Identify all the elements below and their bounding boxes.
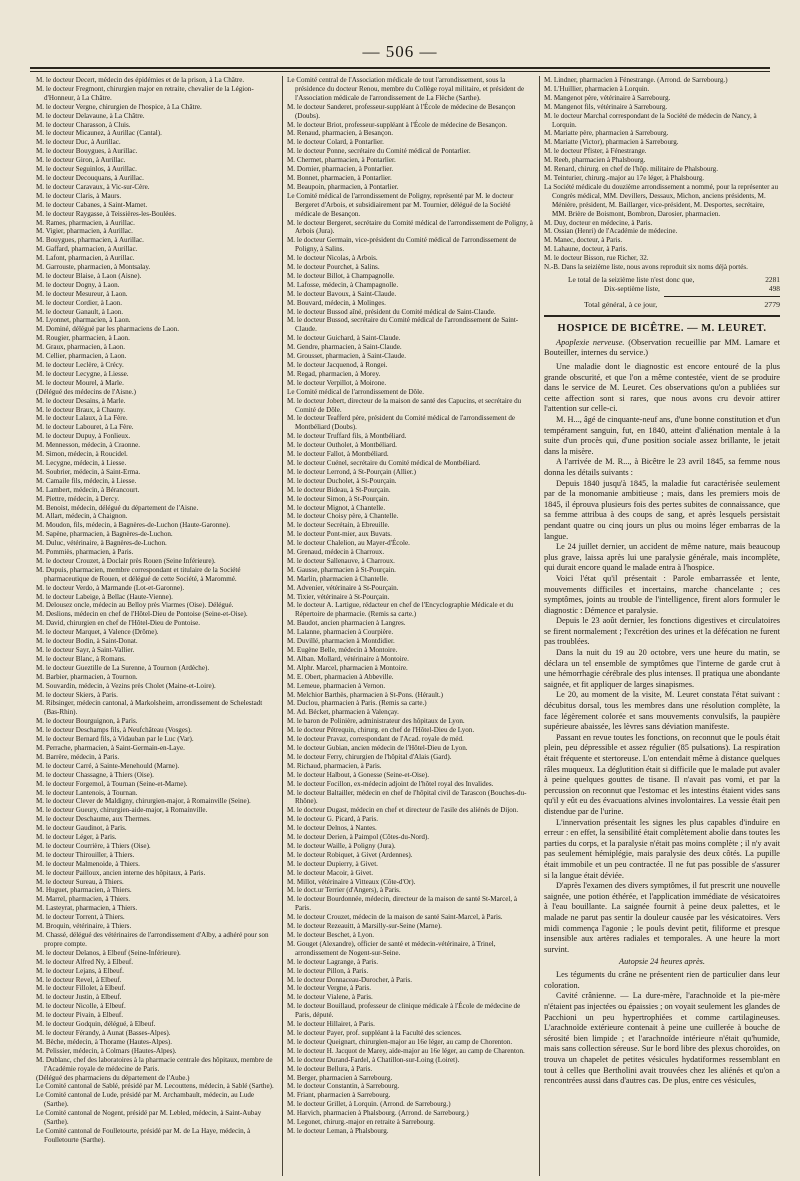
- list-item: M. Mangenot fils, vétérinaire à Sarrebourg.: [544, 102, 668, 111]
- column-middle-member-list: [287, 76, 533, 1176]
- list-item: M. Perrache, pharmacien, à Saint-Germain-en-Laye.: [36, 743, 185, 752]
- list-item: M. le docteur Decouquans, à Aurillac.: [36, 173, 144, 182]
- list-item: M. le docteur Thirouiller, à Thiers.: [36, 850, 135, 859]
- list-item: (Délégué des pharmaciens du département de l'Aube.): [36, 1073, 190, 1082]
- list-item: M. le docteur Pourchet, à Salins.: [287, 263, 380, 272]
- totals-row: [544, 275, 780, 285]
- list-item: M. le docteur Caravaux, à Vic-sur-Cère.: [36, 182, 150, 191]
- list-item: Le Comité central de l'Association médicale de tout l'arrondissement, sous la présidence du docteur Renou, membre du Collège royal militaire, et président de l'Association médicale de l'arrondissement de La Flèche (Sarthe).: [287, 76, 525, 102]
- list-item: M. Friant, pharmacien à Sarrebourg.: [287, 1091, 391, 1100]
- page-header: [30, 40, 770, 68]
- list-item: M. le docteur Crouzet, médecin de la maison de santé Saint-Marcel, à Paris.: [287, 913, 503, 922]
- totals-label: Le total de la seizième liste n'est donc que,: [568, 274, 695, 284]
- list-item: M. le docteur Pravaz, correspondant de l'Acad. royale de méd.: [287, 735, 464, 744]
- list-item: M. le docteur Rezeauitt, à Marsilly-sur-Seine (Marne).: [287, 922, 442, 931]
- list-item: M. le docteur Alfred Ny, à Elbeuf.: [36, 957, 134, 966]
- list-item: M. le docteur Bouygues, à Aurillac.: [36, 147, 138, 156]
- list-item: M. le docteur Cabanes, à Saint-Mamet.: [36, 200, 148, 209]
- column-separator: [282, 76, 283, 1176]
- list-item: M. Alban. Mollard, vétérinaire à Montoire.: [287, 654, 409, 663]
- autopsy-heading: Autopsie 24 heures après.: [619, 957, 705, 967]
- totals-final-value: 2779: [764, 299, 780, 309]
- list-item: M. le docteur Hillairet, à Paris.: [287, 1020, 375, 1029]
- list-item: M. le docteur Godquin, délégué, à Elbeuf.: [36, 1020, 156, 1029]
- list-item: M. Tixier, vétérinaire à St-Pourçain.: [287, 592, 390, 601]
- list-item: M. le docteur Sallenauve, à Charroux.: [287, 556, 395, 565]
- list-item: M. Delousez oncle, médecin au Belloy près Viarmes (Oise). Délégué.: [36, 601, 234, 610]
- header-rule-thick: [30, 67, 770, 69]
- list-item: M. le docteur Gueury, chirurgien-aide-major, à Romainville.: [36, 806, 208, 815]
- list-item: M. le docteur Ferry, chirurgien de l'hôpital d'Alais (Gard).: [287, 752, 452, 761]
- list-item: M. le docteur Marchal correspondant de la Société de médecin de Nancy, à Lorquin.: [544, 111, 757, 129]
- list-item: M. Lalanne, pharmacien à Courpière.: [287, 628, 394, 637]
- list-item: M. Duluc, vétérinaire, à Bagnères-de-Luchon.: [36, 539, 167, 548]
- article-paragraph: Dans la nuit du 19 au 20 octobre, vers une heure du matin, se déclara un tel ensemble de symptômes que l'interne de garde crut à une hémorrhagie cérébrale des plus intenses. Il pratiqua une abondante saignée, et fit appliquer de larges sinapismes.: [544, 648, 780, 689]
- list-item: M. Pelissier, médecin, à Colmars (Hautes-Alpes).: [36, 1046, 177, 1055]
- list-item: M. Lecygne, médecin, à Liesse.: [36, 458, 127, 467]
- list-item: M. Gaffard, pharmacien, à Aurillac.: [36, 245, 138, 254]
- list-item: M. le docteur Seguinlos, à Aurillac.: [36, 165, 137, 174]
- list-item: M. Ad. Bécket, pharmacien à Valençay.: [287, 708, 399, 717]
- list-item: M. le docteur Skiers, à Paris.: [36, 690, 118, 699]
- list-item: M. Beaupoin, pharmacien, à Pontarlier.: [287, 182, 399, 191]
- list-item: M. le docteur Blanc, à Romans.: [36, 654, 126, 663]
- list-item: M. Advenier, vétérinaire à St-Pourçain.: [287, 583, 399, 592]
- article-paragraph: Depuis 1840 jusqu'à 1845, la maladie fut caractérisée seulement par de la monomanie ambitieuse ; mais, dans les premiers mois de 1845, il éprouva plusieurs fois des pertes subites de connaissance, que sa femme attribua à des coups de sang, et après lesquels persistait pendant quatre ou cinq jours un plus ou moins léger embarras de la langue.: [544, 478, 780, 541]
- list-item: M. le docteur Pillon, à Paris.: [287, 966, 369, 975]
- article-paragraph: Le 24 juillet dernier, un accident de même nature, mais beaucoup plus grave, laissa après lui une paralysie générale, mais incomplète, qui durait encore quand le malade entra à l'hospice.: [544, 542, 780, 573]
- list-item: M. le docteur Delanos, à Elbeuf (Seine-Inférieure).: [36, 948, 181, 957]
- list-item: M. Richaud, pharmacien, à Paris.: [287, 761, 382, 770]
- list-item: M. Duy, docteur en médecine, à Paris.: [544, 218, 653, 227]
- list-item: M. le docteur Crouzet, à Doclair près Rouen (Seine Inférieure).: [36, 556, 216, 565]
- list-item: M. le docteur Bouillaud, professeur de clinique médicale à l'École de médecine de Paris, député.: [287, 1002, 521, 1020]
- list-item: M. le docteur Truffard fils, à Montbéliard.: [287, 432, 407, 441]
- list-item: M. le docteur Lejans, à Elbeuf.: [36, 966, 124, 975]
- list-item: M. le docteur Deschamps fils, à Neufchâteau (Vosges).: [36, 726, 192, 735]
- list-item: M. le docteur Chalelion, au Mayer-d'École.: [287, 539, 410, 548]
- list-item: M. le docteur Pont-mier, aux Buvats.: [287, 530, 392, 539]
- list-item: M. Millot, vétérinaire à Vitteaux (Côte-d'Or).: [287, 877, 416, 886]
- list-item: M. le docteur Mourel, à Marle.: [36, 378, 124, 387]
- list-item: M. le docteur Jobert, directeur de la maison de santé des Capucins, et secrétaire du Comité de Dôle.: [287, 396, 522, 414]
- list-item: M. le docteur Bernard fils, à Vidauban par le Luc (Var).: [36, 735, 194, 744]
- article-title: HOSPICE DE BICÊTRE. — M. LEURET.: [557, 322, 767, 334]
- header-rule-thin: [30, 71, 770, 72]
- list-item: M. Bonnet, pharmacien, à Pontarlier.: [287, 173, 392, 182]
- list-item: M. Pommiès, pharmacien, à Paris.: [36, 548, 134, 557]
- list-item: M. le docteur Focillon, ex-médecin adjoint de l'hôtel royal des Invalides.: [287, 779, 494, 788]
- list-item: M. le docteur Gaudinot, à Paris.: [36, 824, 127, 833]
- list-item: M. Bouvard, médecin, à Molinges.: [287, 298, 386, 307]
- list-item: M. le docteur Dugast, médecin en chef et directeur de l'asile des aliénés de Dijon.: [287, 806, 519, 815]
- totals-block: [544, 275, 780, 310]
- list-item: M. Regad, pharmacien, à Morey.: [287, 369, 381, 378]
- article-paragraph: Passant en revue toutes les fonctions, on reconnut que le pouls était plein, peu dépressible et assez régulier (85 pulsations). La respiration était fréquente et stertoreuse. L'on entendait même à distance quelques râles muqueux. La déglutition était si difficile que le malade put avaler à peine quelques gouttes de tisane. Il n'avait pas vomi, et par la percussion on reconnut que l'estomac et les intestins étaient vides sans qu'il y eût eu des évacuations alvines involontaires. La vessie était pen distendue par de l'urine.: [544, 732, 780, 816]
- list-item: M. le docteur Choisy père, à Chantelle.: [287, 512, 399, 521]
- list-item: M. Benoist, médecin, délégué du département de l'Aisne.: [36, 503, 199, 512]
- list-item: M. L'Huillier, pharmacien à Lorquin.: [544, 84, 650, 93]
- list-item: M. Mangenot père, vétérinaire à Sarrebourg.: [544, 93, 671, 102]
- list-item: M. Moudon, fils, médecin, à Bagnères-de-Luchon (Haute-Garonne).: [36, 521, 231, 530]
- list-item: M. le docteur Bavoux, à Saint-Claude.: [287, 289, 397, 298]
- list-item: M. Renard, chirurg. en chef de l'hôp. militaire de Phalsbourg.: [544, 165, 718, 174]
- list-item: M. Grousset, pharmacien, à Saint-Claude.: [287, 352, 406, 361]
- list-item: M. Bèche, médecin, à Thorame (Hautes-Alpes).: [36, 1037, 172, 1046]
- list-item: M. le baron de Polinière, administrateur des hôpitaux de Lyon.: [287, 717, 465, 726]
- list-item: M. le docteur Bergeret, secrétaire du Comité médical de l'arrondissement de Poligny, à Arbois (Jura).: [287, 218, 533, 236]
- list-item: M. le docteur Sayr, à Saint-Vallier.: [36, 646, 135, 654]
- list-item: M. Lasteyrat, pharmacien, à Thiers.: [36, 904, 138, 913]
- list-item: M. le docteur Ganault, à Laon.: [36, 307, 124, 316]
- list-item: M. Ribsinger, médecin cantonal, à Markolsheim, arrondissement de Schelestadt (Bas-Rhin).: [36, 699, 263, 717]
- list-item: M. le docteur Justin, à Elbeuf.: [36, 993, 122, 1002]
- list-item: M. le docteur Dogny, à Laon.: [36, 280, 120, 289]
- list-item: M. Deslions, médecin en chef de l'Hôtel-Dieu de Pontoise (Seine-et-Oise).: [36, 610, 248, 619]
- list-item: M. le docteur Decert, médecin des épidémies et de la prison, à La Châtre.: [36, 76, 245, 84]
- list-item: Le Comité médical de l'arrondissement de Dôle.: [287, 387, 425, 396]
- list-item: M. le docteur Lagrange, à Paris.: [287, 957, 379, 966]
- list-item: N.-B. Dans la seizième liste, nous avons reproduit six noms déjà portés.: [544, 263, 748, 272]
- list-item: M. Piettre, médecin, à Dercy.: [36, 494, 120, 503]
- list-item: M. le docteur Secrétain, à Ebreuille.: [287, 521, 390, 530]
- list-item: M. Lyonnet, pharmacien, à Laon.: [36, 316, 131, 325]
- list-item: M. le docteur Cordier, à Laon.: [36, 298, 122, 307]
- list-item: Le Comité cantonal de Foulletourte, présidé par M. de La Haye, médecin, à Foulletourte (Sarthe).: [36, 1126, 251, 1144]
- article-body: [544, 362, 780, 955]
- totals-final-label: Total général, à ce jour,: [584, 299, 658, 309]
- list-item: M. le docteur Dupierry, à Givet.: [287, 859, 378, 868]
- list-item: M. le docteur Delnos, à Nantes.: [287, 824, 377, 833]
- list-item: M. le docteur Leman, à Phalsbourg.: [287, 1126, 389, 1135]
- list-item: M. Mariatte (Victor), pharmacien à Sarrebourg.: [544, 138, 679, 147]
- list-item: M. E. Obert, pharmacien à Abbeville.: [287, 672, 394, 681]
- list-item: M. le docteur Mignot, à Chantelle.: [287, 503, 386, 512]
- article-paragraph: Voici l'état qu'il présentait : Parole embarrassée et lente, mouvements difficiles et incertains, marche chancelante ; ces symptômes, joints au trouble de l'intelligence, firent alors formuler le diagnostic : Démence et paralysie.: [544, 573, 780, 615]
- list-item: M. Lambert, médecin, à Bérancourt.: [36, 485, 140, 494]
- list-item: M. le docteur Cuénel, secrétaire du Comité médical de Montbéliard.: [287, 458, 481, 467]
- article-paragraph: Les téguments du crâne ne présentent rien de particulier dans leur coloration.: [544, 970, 780, 990]
- totals-row: [544, 284, 780, 294]
- list-item: Le Comité cantonal de Nogent, présidé par M. Lebled, médecin, à Saint-Aubay (Sarthe).: [36, 1109, 262, 1127]
- list-item: M. le docteur Macoir, à Givet.: [287, 868, 373, 877]
- list-item: M. Vigier, pharmacien, à Aurillac.: [36, 227, 133, 236]
- list-item: M. Lindner, pharmacien à Fénestrange. (Arrond. de Sarrebourg.): [544, 76, 728, 84]
- list-item: M. Marrel, pharmacien, à Thiers.: [36, 895, 131, 904]
- list-item: M. Mariatte père, pharmacien à Sarrebourg.: [544, 129, 669, 138]
- list-item: M. le docteur Outholet, à Montbéliard.: [287, 441, 397, 450]
- list-item: M. le docteur Chassagne, à Thiers (Oise).: [36, 770, 154, 779]
- article-paragraph: Le 20, au moment de la visite, M. Leuret constata l'état suivant : décubitus dorsal, tous les membres dans une résolution complète, la face légèrement colorée et sans mouvements convulsifs, la paupière supérieure abaissée, les lèvres sans déviation manifeste.: [544, 690, 780, 732]
- list-item: M. Lahaune, docteur, à Paris.: [544, 245, 628, 254]
- list-item: M. Dornier, pharmacien, à Pontarlier.: [287, 165, 394, 174]
- list-item: M. Gendre, pharmacien, à Saint-Claude.: [287, 343, 402, 352]
- member-list-continued: [544, 76, 780, 272]
- list-item: M. le docteur Fillolet, à Elbeuf.: [36, 984, 126, 993]
- article-subtitle-italic: Apoplexie nerveuse.: [556, 337, 625, 347]
- list-item: M. Chermet, pharmacien, à Pontarlier.: [287, 156, 396, 165]
- list-item: M. Dublanc, chef des laboratoires à la pharmacie centrale des hôpitaux, membre de l'Académie royale de médecine de Paris.: [36, 1055, 273, 1073]
- list-item: M. le docteur Vergne, à Paris.: [287, 984, 372, 993]
- list-item: M. le docteur Grillet, à Lorquin. (Arrond. de Sarrebourg.): [287, 1100, 451, 1109]
- list-item: M. Gouget (Alexandre), officier de santé et médecin-vétérinaire, à Trinel, arrondissement de Nogent-sur-Seine.: [287, 939, 496, 957]
- list-item: M. Sapène, pharmacien, à Bagnères-de-Luchon.: [36, 530, 173, 539]
- list-item: M. le docteur Verpillot, à Moirone.: [287, 378, 387, 387]
- list-item: M. le docteur Fallot, à Montbéliard.: [287, 450, 389, 459]
- list-item: M. le docteur Baltailler, médecin en chef de l'hôpital civil de Tarascon (Bouches-du-Rhône).: [287, 788, 527, 806]
- list-item: M. Garrouste, pharmacien, à Montsalay.: [36, 263, 151, 272]
- list-item: M. le docteur Bideau, à St-Pourçain.: [287, 485, 391, 494]
- list-item: M. le docteur Bellura, à Paris.: [287, 1064, 373, 1073]
- column-left-member-list: [36, 76, 276, 1176]
- list-item: M. le docteur Bourguignon, à Paris.: [36, 717, 138, 726]
- list-item: M. le docteur Charasson, à Cluis.: [36, 120, 131, 129]
- list-item: M. le docteur Halbout, à Gonesse (Seine-et-Oise).: [287, 770, 430, 779]
- list-item: M. le docteur Donnaceau-Durocher, à Paris.: [287, 975, 412, 984]
- list-item: M. le docteur Queignart, chirurgien-major au 16e léger, au camp de Chorenton.: [287, 1037, 513, 1046]
- list-item: M. le docteur Marquet, à Valence (Drôme).: [36, 628, 159, 637]
- list-item: M. le docteur Durand-Fardel, à Chatillon-sur-Loing (Loiret).: [287, 1055, 460, 1064]
- page-number: — 506 —: [362, 42, 438, 61]
- column-right: [544, 76, 780, 1176]
- list-item: M. Renaud, pharmacien, à Besançon.: [287, 129, 393, 138]
- list-item: M. le docteur Lantenois, à Tournan.: [36, 788, 138, 797]
- list-item: (Délégué des médecins de l'Aisne.): [36, 387, 136, 396]
- list-item: M. le docteur Dupuy, à Fonlieux.: [36, 432, 131, 441]
- list-item: M. le docteur Mesureur, à Laon.: [36, 289, 128, 298]
- list-item: M. le docteur Micaunez, à Aurillac (Cantal).: [36, 129, 162, 138]
- list-item: M. le docteur Malmenoide, à Thiers.: [36, 859, 140, 868]
- list-item: M. Manec, docteur, à Paris.: [544, 236, 623, 245]
- list-item: M. le docteur Gueztille de La Surenne, à Tournon (Ardèche).: [36, 663, 210, 672]
- list-item: M. Allart, médecin, à Chaignon.: [36, 512, 128, 521]
- list-item: M. le docteur Ponne, secrétaire du Comité médical de Pontarlier.: [287, 147, 471, 156]
- list-item: M. Broquin, vétérinaire, à Thiers.: [36, 922, 132, 931]
- list-item: M. le docteur Sanderet, professeur-suppléant à l'École de médecine de Besançon (Doubs).: [287, 102, 516, 120]
- list-item: M. le docteur Bussod aîné, président du Comité médical de Saint-Claude.: [287, 307, 496, 316]
- list-item: M. Barrère, médecin, à Paris.: [36, 752, 120, 761]
- list-item: M. le docteur Derien, à Paimpol (Côtes-du-Nord).: [287, 833, 430, 842]
- list-item: M. le docteur Constantin, à Sarrebourg.: [287, 1082, 400, 1091]
- list-item: M. le docteur Bisson, rue Richer, 32.: [544, 254, 649, 263]
- list-item: M. Duclou, pharmacien à Paris. (Remis sa carte.): [287, 699, 427, 708]
- list-item: M. Bouygues, pharmacien, à Aurillac.: [36, 236, 144, 245]
- list-item: M. le docteur Ducholet, à St-Pourçain.: [287, 476, 397, 485]
- list-item: M. le docteur Delavaune, à La Châtre.: [36, 111, 145, 120]
- list-item: M. le docteur Fregmont, chirurgien major en retraite, chevalier de la Légion-d'Honneur, à La Châtre.: [36, 84, 254, 102]
- list-item: M. Barbier, pharmacien, à Tournon.: [36, 672, 138, 681]
- list-item: M. le docteur Desains, à Marle.: [36, 396, 126, 405]
- list-item: M. Rougier, pharmacien, à Laon.: [36, 334, 130, 343]
- list-item: M. le docteur Bussod, secrétaire du Comité médical de l'arrondissement de Saint-Claude.: [287, 316, 519, 334]
- article-paragraph: Une maladie dont le diagnostic est encore entouré de la plus grande obscurité, et que l'on a même contestée, vient de se produire dans le service de M. Leuret. Ces observations qu'on a publiées sur cette affection sont si rares, que nous avons cru devoir attirer l'attention sur celle-ci.: [544, 362, 780, 414]
- list-item: M. Mennesson, médecin, à Craonne.: [36, 441, 141, 450]
- totals-label: Dix-septième liste,: [604, 284, 660, 294]
- article-paragraph: Cavité crânienne. — La dure-mère, l'arachnoïde et la pie-mère n'étaient pas injectées ou épaissies ; on voyait seulement les glandes de Pacchioni un peu hypertrophiées et comme cartilagineuses. L'arachnoïde extérieure contenait à peine une cuillerée à bouche de sérosité bien limpide ; et l'arachnoïde intérieure n'était qu'humide, mais sans collection séreuse. Sur le bord libre des plexus choroïdes, on trouva un chapelet de petites vésicules hydatiformes ressemblant en tout à celles que Bertholini avait trouvées chez les aliénés et qu'on a rencontrées aussi dans d'autres cas. De plus, entre ces vésicules,: [544, 991, 780, 1086]
- article-paragraph: Depuis le 23 août dernier, les fonctions digestives et circulatoires se firent normalement ; l'excrétion des urines et la défécation ne furent pas troublées.: [544, 616, 780, 647]
- totals-value: 2281: [765, 274, 780, 284]
- list-item: M. le docteur Revel, à Elbeuf.: [36, 975, 122, 984]
- totals-value: 498: [768, 284, 780, 294]
- list-item: M. le docteur G. Picard, à Paris.: [287, 815, 379, 824]
- list-item: M. le docteur Claris, à Maurs.: [36, 191, 122, 200]
- list-item: M. le docteur Payer, prof. suppléant à la Faculté des sciences.: [287, 1028, 462, 1037]
- list-item: M. le doct.ur Terrier (d'Angers), à Paris.: [287, 886, 401, 895]
- list-item: M. le docteur A. Lartigue, rédacteur en chef de l'Encyclographie Médicale et du Répertoire de pharmacie. (Remis sa carte.): [287, 601, 514, 619]
- list-item: M. le docteur Lalaux, à La Fère.: [36, 414, 128, 423]
- totals-rule: [664, 296, 780, 297]
- list-item: M. Dupuis, pharmacien, membre correspondant et titulaire de la Société pharmaceutique de Rouen, et délégué de cette Société, à Marommé.: [36, 565, 241, 583]
- column-separator: [539, 76, 540, 1176]
- list-item: M. Melchior Barthès, pharmacien à St-Pons. (Hérault.): [287, 690, 444, 699]
- list-item: M. le docteur Pétrequin, chirurg. en chef de l'Hôtel-Dieu de Lyon.: [287, 726, 475, 735]
- list-item: M. le docteur Pailloux, ancien interne des hôpitaux, à Paris.: [36, 868, 206, 877]
- list-item: M. Ossian (Henri) de l'Académie de médecine.: [544, 227, 678, 236]
- list-item: M. le docteur Bodin, à Saint-Donat.: [36, 637, 138, 646]
- list-item: M. le docteur Simon, à St-Pourçain.: [287, 494, 390, 503]
- list-item: M. Huguet, pharmacien, à Thiers.: [36, 886, 132, 895]
- list-item: M. le docteur Germain, vice-président du Comité médical de l'arrondissement de Poligny, à Salins.: [287, 236, 517, 254]
- list-item: M. le docteur Teafferd père, président du Comité médical de l'arrondissement de Montbéliard (Doubs).: [287, 414, 516, 432]
- list-item: M. le docteur Carré, à Sainte-Menehould (Marne).: [36, 761, 180, 770]
- list-item: M. Chassé, délégué des vétérinaires de l'arrondissement d'Alby, a adhéré pour son propre compte.: [36, 931, 269, 948]
- list-item: M. le docteur Lerrond, à St-Pourçain (Allier.): [287, 467, 417, 476]
- list-item: M. Lemeue, pharmacien à Vernon.: [287, 681, 386, 690]
- list-item: M. le docteur Vialene, à Paris.: [287, 993, 373, 1002]
- list-item: M. le docteur Deschaume, aux Thermes.: [36, 815, 151, 824]
- list-item: M. le docteur Labouret, à La Fère.: [36, 423, 134, 432]
- list-item: M. Reeb, pharmacien à Phalsbourg.: [544, 156, 646, 165]
- list-item: M. le docteur Braux, à Chauny.: [36, 405, 125, 414]
- article-paragraph: D'après l'examen des divers symptômes, il fut prescrit une nouvelle saignée, une potion éthérée, et l'application immédiate de vésicatoires à l'eau bouillante. La saignée fournit à peine deux palettes, et le malade ne parut pas sentir la douleur causée par les vésicatoires. Vers midi commença l'agonie ; le pouls devint petit, filiforme et presque insensible aux artères radiales et temporales. A une heure la mort survint.: [544, 881, 780, 954]
- list-item: M. le docteur Forgemol, à Tournan (Seine-et-Marne).: [36, 779, 188, 788]
- list-item: M. Cellier, pharmacien, à Laon.: [36, 352, 127, 361]
- list-item: M. le docteur Raygasse, à Teissières-les-Boulées.: [36, 209, 177, 218]
- list-item: M. Alphr. Marcel, pharmacien à Montoire.: [287, 663, 408, 672]
- list-item: M. le docteur Jacquenod, à Rongei.: [287, 361, 388, 369]
- list-item: M. le docteur Guichard, à Saint-Claude.: [287, 334, 401, 343]
- list-item: M. le docteur Leclère, à Crécy.: [36, 361, 124, 369]
- list-item: M. le docteur Beschet, à Lyon.: [287, 931, 375, 939]
- list-item: Le Comité cantonal de Sablé, présidé par M. Lecouttens, médecin, à Sablé (Sarthe).: [36, 1082, 274, 1091]
- list-item: M. le docteur Giron, à Aurillac.: [36, 156, 126, 165]
- list-item: M. le docteur Duc, à Aurillac.: [36, 138, 121, 147]
- list-item: M. le docteur Vergne, chirurgien de l'hospice, à La Châtre.: [36, 102, 202, 111]
- list-item: M. le docteur Colard, à Pontarlier.: [287, 138, 384, 147]
- list-item: M. le docteur Pivain, à Elbeuf.: [36, 1011, 124, 1020]
- list-item: M. Grenaud, médecin à Charroux.: [287, 548, 385, 557]
- list-item: M. Lafosse, médecin, à Champagnolle.: [287, 280, 399, 289]
- list-item: M. Camaile fils, médecin, à Liesse.: [36, 476, 137, 485]
- article-body-continued: [544, 970, 780, 1087]
- article-subtitle-text: (Observation recueillie par MM. Lamare et Bouteiller, internes du service.): [544, 337, 780, 358]
- list-item: M. le docteur Léger, à Paris.: [36, 833, 117, 842]
- list-item: M. Gausse, pharmacien à St-Pourçain.: [287, 565, 396, 574]
- list-item: M. Marlin, pharmacien à Chantelle.: [287, 574, 389, 583]
- list-item: La Société médicale du douzième arrondissement a nommé, pour la représenter au Congrès médical, MM. Devillers, Dessaux, Michon, anciens présidents, M. Ménière, président, M. Baillarger, vice-président, M. Desportes, secrétaire, MM. Brière de Boismont, Bombron, Darosier, pharmacien.: [544, 182, 779, 218]
- list-item: M. le docteur Gubian, ancien médecin de l'Hôtel-Dieu de Lyon.: [287, 743, 468, 752]
- list-item: M. le docteur Lecygne, à Liesse.: [36, 369, 129, 378]
- list-item: M. Legonet, chirurg.-major en retraite à Sarrebourg.: [287, 1118, 435, 1127]
- list-item: M. Harvich, pharmacien à Phalsbourg. (Arrond. de Sarrebourg.): [287, 1109, 469, 1118]
- list-item: M. le docteur Verdo, à Marmande (Lot-et-Garonne).: [36, 583, 185, 592]
- list-item: M. le docteur Waille, à Poligny (Jura).: [287, 841, 396, 850]
- list-item: M. le docteur Blaise, à Laon (Aisne).: [36, 271, 142, 280]
- list-item: M. Rames, pharmacien, à Aurillac.: [36, 218, 135, 227]
- list-item: M. David, chirurgien en chef de l'Hôtel-Dieu de Pontoise.: [36, 619, 201, 628]
- list-item: Le Comité cantonal de Lude, présidé par M. Archambault, médecin, au Lude (Sarthe).: [36, 1091, 255, 1109]
- list-item: M. Soubrier, médecin, à Saint-Erma.: [36, 467, 141, 476]
- list-item: M. Teinturier, chirurg.-major au 17e léger, à Phalsbourg.: [544, 173, 705, 182]
- list-item: M. le docteur Nicolas, à Arbois.: [287, 254, 378, 263]
- list-item: M. le docteur Courrière, à Thiers (Oise).: [36, 841, 151, 850]
- list-item: M. Dominé, délégué par les pharmaciens de Laon.: [36, 325, 180, 334]
- list-item: Le Comité médical de l'arrondissement de Poligny, représenté par M. le docteur Bergeret d'Arbois, et subsidiairement par M. Tournier, délégué de la Société médicale de Besançon.: [287, 191, 514, 218]
- list-item: M. le docteur Sureau, à Thiers.: [36, 877, 124, 886]
- list-item: M. le docteur Labeige, à Bellac (Haute-Vienne).: [36, 592, 173, 601]
- article-paragraph: A l'arrivée de M. R..., à Bicêtre le 23 avril 1845, sa femme nous donna les détails suivants :: [544, 457, 780, 477]
- totals-final-row: [544, 299, 780, 310]
- article-paragraph: L'innervation présentait les signes les plus capables d'induire en erreur : en effet, la sensibilité était complètement abolie dans toutes les parties du corps, et la paralysie n'était pas moins complète ; il n'y avait pas seulement hémiplégie, mais paralysie des deux côtés. La pupille était immobile et un peu contractée. Il ne fut pas possible de s'assurer si la langue était déviée.: [544, 817, 780, 880]
- list-item: M. Baudot, ancien pharmacien à Langres.: [287, 619, 406, 628]
- list-item: M. le docteur Pfister, à Fénestrange.: [544, 147, 647, 156]
- article-paragraph: M. H..., âgé de cinquante-neuf ans, d'une bonne constitution et d'un tempérament sanguin, fut, en 1840, atteint d'aliénation mentale à la suite d'un procès qui, d'une position sociale assez brillante, le jetait dans la misère.: [544, 415, 780, 456]
- list-item: M. le docteur Robiquet, à Givet (Ardennes).: [287, 850, 413, 859]
- article-subtitle: [544, 338, 780, 359]
- list-item: M. Simon, médecin, à Roucidel.: [36, 450, 128, 459]
- list-item: M. Berger, pharmacien à Sarrebourg.: [287, 1073, 393, 1082]
- list-item: M. Graux, pharmacien, à Laon.: [36, 343, 126, 352]
- list-item: M. le docteur H. Jacquot de Marey, aide-major au 16e léger, au camp de Charenton.: [287, 1046, 525, 1055]
- list-item: M. le docteur Briot, professeur-suppléant à l'École de médecine de Besançon.: [287, 120, 507, 129]
- list-item: M. Eugène Belle, médecin à Montoire.: [287, 646, 398, 654]
- list-item: M. Duvillé, pharmacien à Montdidier.: [287, 637, 395, 646]
- list-item: M. le docteur Férandy, à Aunat (Basses-Alpes).: [36, 1028, 171, 1037]
- section-divider: [544, 315, 780, 317]
- list-item: M. le docteur Bourdonnée, médecin, directeur de la maison de santé St-Marcel, à Paris.: [287, 895, 518, 913]
- list-item: M. Lafont, pharmacien, à Aurillac.: [36, 254, 135, 263]
- list-item: M. Souvardin, médecin, à Vezins près Cholet (Maine-et-Loire).: [36, 681, 216, 690]
- list-item: M. le docteur Clever de Maldigny, chirurgien-major, à Romainville (Seine).: [36, 797, 251, 806]
- list-item: M. le docteur Billot, à Champagnolle.: [287, 271, 395, 280]
- list-item: M. le docteur Nicolle, à Elbeuf.: [36, 1002, 126, 1011]
- list-item: M. le docteur Torrent, à Thiers.: [36, 913, 125, 922]
